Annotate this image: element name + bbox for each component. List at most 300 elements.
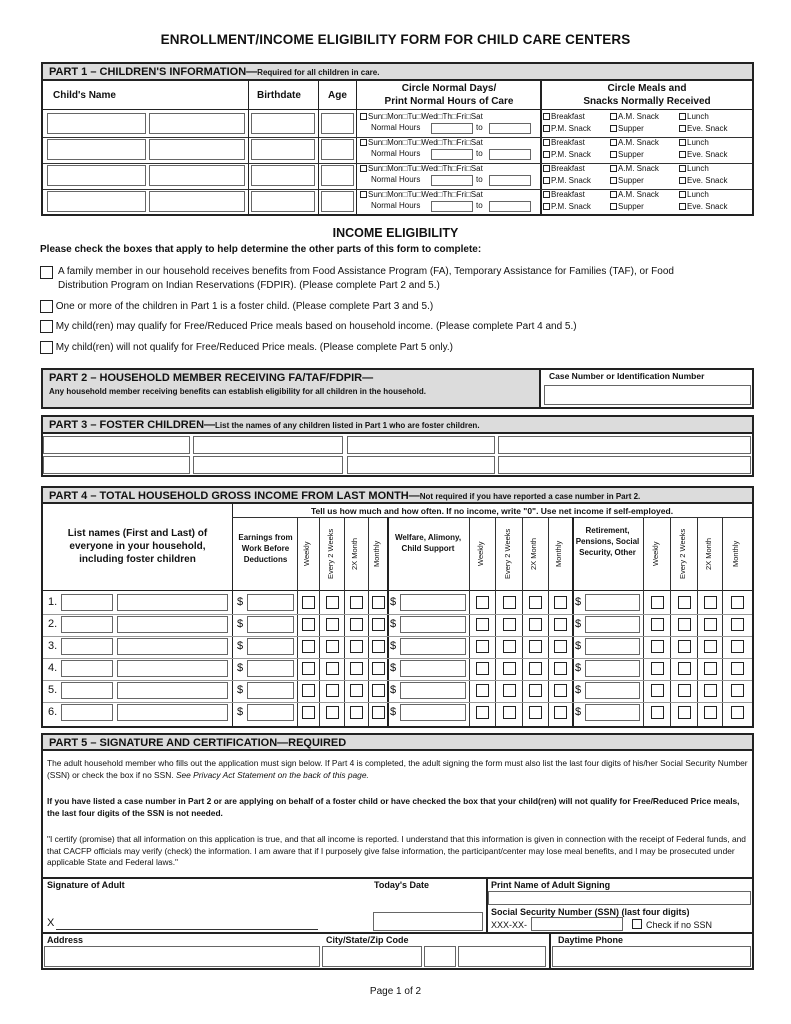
foster-child-name-input[interactable]	[347, 436, 495, 454]
frequency-checkbox[interactable]	[503, 640, 516, 653]
frequency-checkbox[interactable]	[554, 640, 567, 653]
frequency-checkbox[interactable]	[476, 684, 489, 697]
frequency-checkbox[interactable]	[326, 618, 339, 631]
row-number: 2.	[48, 618, 58, 630]
col-meals-2: Snacks Normally Received	[583, 96, 711, 107]
frequency-label: Weekly	[302, 541, 311, 567]
frequency-label: 2X Month	[529, 537, 538, 571]
frequency-label: Every 2 Weeks	[677, 528, 687, 580]
frequency-checkbox[interactable]	[704, 596, 717, 609]
foster-child-name-input[interactable]	[498, 436, 751, 454]
date-label: Today's Date	[374, 880, 429, 890]
signature-line[interactable]	[56, 929, 318, 930]
income-amount-input[interactable]	[247, 594, 294, 611]
p4-freq-divider	[722, 517, 723, 726]
print-name-field[interactable]	[488, 891, 751, 905]
frequency-checkbox[interactable]	[372, 640, 385, 653]
ssn-field[interactable]	[531, 917, 623, 931]
meal-checkbox[interactable]: Supper	[610, 176, 644, 185]
part5-paragraph-2: If you have listed a case number in Part 2 or are applying on behalf of a foster child or have checked the box that your child(ren) will not qualify for Free/Reduced Price meals, the last four digits of the SSN is not needed.	[47, 796, 740, 818]
meal-checkbox[interactable]: P.M. Snack	[543, 202, 591, 211]
p4-freq-divider	[368, 517, 369, 726]
income-names-label: List names (First and Last) of everyone in your household, including foster children	[67, 528, 208, 565]
frequency-checkbox[interactable]	[651, 684, 664, 697]
eligibility-checkbox-3[interactable]	[40, 320, 53, 333]
p4-group-divider	[572, 517, 574, 726]
frequency-checkbox[interactable]	[302, 684, 315, 697]
frequency-checkbox[interactable]	[731, 618, 744, 631]
child-last-name-input[interactable]	[149, 113, 245, 134]
frequency-checkbox[interactable]	[476, 662, 489, 675]
meal-checkbox[interactable]: Breakfast	[543, 138, 585, 147]
frequency-label: 2X Month	[350, 537, 359, 571]
no-ssn-checkbox[interactable]	[632, 919, 642, 929]
part5-paragraph-1: The adult household member who fills out the application must sign below. If Part 4 is completed, the adult signing the form must also list the last four digits of his/her Social Security Number (SSN) or check the box if no SSN.	[47, 758, 748, 780]
income-amount-input[interactable]	[585, 682, 640, 699]
household-first-name-input[interactable]	[61, 616, 113, 633]
meal-checkbox[interactable]: A.M. Snack	[610, 190, 659, 199]
signature-label: Signature of Adult	[47, 880, 125, 890]
eligibility-option-1-line-2: Distribution Program on Indian Reservations (FDPIR). (Please complete Part 2 and 5.)	[58, 280, 440, 291]
frequency-checkbox[interactable]	[350, 618, 363, 631]
income-type-label: Earnings from Work Before Deductions	[238, 533, 293, 564]
case-number-label: Case Number or Identification Number	[549, 371, 705, 381]
row-number: 1.	[48, 596, 58, 608]
eligibility-checkbox-2[interactable]	[40, 300, 53, 313]
dollar-sign: $	[575, 640, 582, 652]
normal-hours-label: Normal Hours	[371, 123, 421, 132]
dollar-sign: $	[237, 618, 244, 630]
household-last-name-input[interactable]	[117, 660, 228, 677]
meal-checkbox[interactable]: Breakfast	[543, 190, 585, 199]
birthdate-input[interactable]	[251, 191, 315, 212]
part4-header-title: PART 4 – TOTAL HOUSEHOLD GROSS INCOME FROM LAST MONTH—	[49, 490, 420, 502]
income-amount-input[interactable]	[400, 616, 466, 633]
part4-header	[41, 486, 754, 504]
frequency-checkbox[interactable]	[678, 662, 691, 675]
foster-child-name-input[interactable]	[43, 456, 190, 474]
foster-child-name-input[interactable]	[498, 456, 751, 474]
income-amount-input[interactable]	[247, 704, 294, 721]
child-last-name-input[interactable]	[149, 191, 245, 212]
frequency-checkbox[interactable]	[302, 706, 315, 719]
frequency-label: Every 2 Weeks	[325, 528, 335, 580]
eligibility-checkbox-1[interactable]	[40, 266, 53, 279]
part5-header-title: PART 5 – SIGNATURE AND CERTIFICATION—REQUIRED	[49, 737, 347, 749]
meal-checkbox[interactable]: Breakfast	[543, 164, 585, 173]
p4-freq-divider	[495, 517, 496, 726]
col-birthdate: Birthdate	[257, 90, 301, 101]
city-field[interactable]	[322, 946, 422, 967]
frequency-checkbox[interactable]	[704, 662, 717, 675]
frequency-checkbox[interactable]	[476, 618, 489, 631]
no-ssn-label: Check if no SSN	[646, 920, 713, 930]
income-amount-input[interactable]	[400, 638, 466, 655]
income-amount-input[interactable]	[247, 616, 294, 633]
dollar-sign: $	[575, 662, 582, 674]
frequency-checkbox[interactable]	[503, 596, 516, 609]
frequency-checkbox[interactable]	[678, 684, 691, 697]
frequency-checkbox[interactable]	[476, 640, 489, 653]
frequency-checkbox[interactable]	[326, 662, 339, 675]
meal-checkbox[interactable]: A.M. Snack	[610, 138, 659, 147]
meal-checkbox[interactable]: Lunch	[679, 112, 709, 121]
income-amount-input[interactable]	[247, 682, 294, 699]
print-name-label: Print Name of Adult Signing	[491, 880, 611, 890]
address-label: Address	[47, 935, 84, 945]
frequency-checkbox[interactable]	[704, 684, 717, 697]
p4-freq-divider	[670, 517, 671, 726]
eligibility-checkbox-4[interactable]	[40, 341, 53, 354]
hours-end-input[interactable]	[489, 175, 531, 186]
case-number-field[interactable]	[544, 385, 751, 405]
page-number: Page 1 of 2	[369, 986, 422, 997]
meal-checkbox[interactable]: A.M. Snack	[610, 112, 659, 121]
dollar-sign: $	[237, 640, 244, 652]
income-amount-input[interactable]	[400, 704, 466, 721]
frequency-checkbox[interactable]	[529, 684, 542, 697]
child-first-name-input[interactable]	[47, 165, 146, 186]
days-selector[interactable]: Sun□Mon□Tu□Wed□Th□Fri□Sat	[360, 190, 483, 199]
frequency-checkbox[interactable]	[302, 596, 315, 609]
zip-field[interactable]	[458, 946, 546, 967]
to-label: to	[476, 149, 483, 158]
phone-field[interactable]	[552, 946, 751, 967]
p4-header-rule	[43, 590, 752, 591]
part1-header-title: PART 1 – CHILDREN'S INFORMATION—	[49, 66, 258, 78]
meal-checkbox[interactable]: Lunch	[679, 138, 709, 147]
foster-child-name-input[interactable]	[347, 456, 495, 474]
phone-divider	[549, 932, 551, 970]
part4-header-note: Not required if you have reported a case number in Part 2.	[419, 492, 641, 501]
household-last-name-input[interactable]	[117, 704, 228, 721]
frequency-checkbox[interactable]	[651, 618, 664, 631]
frequency-checkbox[interactable]	[704, 706, 717, 719]
days-selector[interactable]: Sun□Mon□Tu□Wed□Th□Fri□Sat	[360, 138, 483, 147]
meal-checkbox[interactable]: P.M. Snack	[543, 124, 591, 133]
hours-start-input[interactable]	[431, 201, 473, 212]
frequency-checkbox[interactable]	[731, 596, 744, 609]
meal-checkbox[interactable]: Supper	[610, 202, 644, 211]
eligibility-option-1	[40, 265, 760, 293]
phone-label: Daytime Phone	[558, 935, 624, 945]
income-amount-input[interactable]	[585, 704, 640, 721]
frequency-checkbox[interactable]	[350, 706, 363, 719]
frequency-label: Monthly	[731, 540, 740, 568]
birthdate-input[interactable]	[251, 113, 315, 134]
child-first-name-input[interactable]	[47, 191, 146, 212]
frequency-checkbox[interactable]	[372, 618, 385, 631]
dollar-sign: $	[237, 684, 244, 696]
part3-header-note: List the names of any children listed in Part 1 who are foster children.	[215, 421, 480, 430]
p4-freq-divider	[548, 517, 549, 726]
meal-checkbox[interactable]: P.M. Snack	[543, 150, 591, 159]
frequency-checkbox[interactable]	[372, 706, 385, 719]
household-last-name-input[interactable]	[117, 616, 228, 633]
income-amount-input[interactable]	[585, 594, 640, 611]
foster-child-name-input[interactable]	[193, 436, 343, 454]
frequency-checkbox[interactable]	[302, 640, 315, 653]
frequency-checkbox[interactable]	[554, 618, 567, 631]
dollar-sign: $	[390, 684, 397, 696]
frequency-checkbox[interactable]	[529, 706, 542, 719]
signature-top-rule	[41, 877, 754, 879]
frequency-label: Every 2 Weeks	[502, 528, 512, 580]
frequency-checkbox[interactable]	[651, 640, 664, 653]
frequency-checkbox[interactable]	[503, 618, 516, 631]
frequency-checkbox[interactable]	[503, 684, 516, 697]
todays-date-field[interactable]	[373, 912, 483, 931]
col-age: Age	[328, 90, 347, 101]
p4-freq-divider	[522, 517, 523, 726]
frequency-checkbox[interactable]	[678, 596, 691, 609]
household-last-name-input[interactable]	[117, 682, 228, 699]
address-field[interactable]	[44, 946, 320, 967]
ssn-prefix: XXX-XX-	[491, 920, 528, 930]
income-type-label: Retirement, Pensions, Social Security, Other	[575, 526, 640, 557]
income-amount-input[interactable]	[400, 594, 466, 611]
frequency-checkbox[interactable]	[302, 662, 315, 675]
frequency-checkbox[interactable]	[350, 684, 363, 697]
part5-certification: "I certify (promise) that all information on this application is true, and that all income is reported. I understand that this information is given in connection with the receipt of Federal funds, and that CACFP officials may verify (check) the information. I am aware that if I purposely give false information, the participant/center may lose meal benefits, and I may be prosecuted under applicable State and Federal laws."	[47, 834, 746, 867]
meal-checkbox[interactable]: A.M. Snack	[610, 164, 659, 173]
dollar-sign: $	[575, 706, 582, 718]
part5-header	[41, 733, 754, 751]
frequency-checkbox[interactable]	[554, 596, 567, 609]
frequency-checkbox[interactable]	[651, 662, 664, 675]
row-number: 6.	[48, 706, 58, 718]
foster-child-name-input[interactable]	[193, 456, 343, 474]
part1-header-note: Required for all children in care.	[257, 68, 380, 77]
part3-header-title: PART 3 – FOSTER CHILDREN—	[49, 419, 216, 431]
age-input[interactable]	[321, 191, 354, 212]
foster-child-name-input[interactable]	[43, 436, 190, 454]
part2-header	[41, 368, 541, 409]
part2-header-title: PART 2 – HOUSEHOLD MEMBER RECEIVING FA/TAF/FDPIR—	[49, 372, 374, 384]
income-amount-input[interactable]	[247, 660, 294, 677]
frequency-checkbox[interactable]	[678, 640, 691, 653]
p4-freq-divider	[643, 517, 644, 726]
frequency-checkbox[interactable]	[350, 596, 363, 609]
row-number: 3.	[48, 640, 58, 652]
frequency-checkbox[interactable]	[503, 662, 516, 675]
eligibility-option-1-line-1: A family member in our household receives benefits from Food Assistance Program (FA), Temporary Assistance for Families (TAF), or Food	[58, 266, 674, 277]
frequency-checkbox[interactable]	[372, 596, 385, 609]
frequency-label: Monthly	[371, 540, 381, 568]
eligibility-option-2-label: One or more of the children in Part 1 is a foster child. (Please complete Part 3 and 5.)	[55, 301, 434, 313]
row-number: 5.	[48, 684, 58, 696]
state-field[interactable]	[424, 946, 456, 967]
household-first-name-input[interactable]	[61, 660, 113, 677]
dollar-sign: $	[390, 618, 397, 630]
frequency-checkbox[interactable]	[554, 684, 567, 697]
frequency-checkbox[interactable]	[302, 618, 315, 631]
dollar-sign: $	[237, 662, 244, 674]
col-childs-name: Child's Name	[53, 90, 116, 101]
dollar-sign: $	[575, 618, 582, 630]
child-first-name-input[interactable]	[47, 139, 146, 160]
col-days-2: Print Normal Hours of Care	[384, 96, 514, 107]
col-days-1: Circle Normal Days/	[401, 83, 497, 94]
part4-instruction: Tell us how much and how often. If no income, write "0". Use net income if self-employed.	[310, 506, 674, 516]
dollar-sign: $	[237, 596, 244, 608]
frequency-checkbox[interactable]	[326, 706, 339, 719]
p4-freq-divider	[344, 517, 345, 726]
frequency-label: Weekly	[650, 541, 660, 567]
frequency-checkbox[interactable]	[326, 640, 339, 653]
frequency-checkbox[interactable]	[704, 640, 717, 653]
hours-end-input[interactable]	[489, 149, 531, 160]
income-amount-input[interactable]	[247, 638, 294, 655]
row-number: 4.	[48, 662, 58, 674]
frequency-checkbox[interactable]	[678, 618, 691, 631]
frequency-checkbox[interactable]	[731, 640, 744, 653]
income-amount-input[interactable]	[585, 616, 640, 633]
frequency-checkbox[interactable]	[529, 662, 542, 675]
meal-checkbox[interactable]: Breakfast	[543, 112, 585, 121]
income-amount-input[interactable]	[400, 660, 466, 677]
eligibility-option-3-label: My child(ren) may qualify for Free/Reduced Price meals based on household income. (Please complete Part 4 and 5.)	[55, 321, 577, 333]
p4-group-divider	[387, 517, 389, 726]
part2-header-note: Any household member receiving benefits can establish eligibility for all children in the household.	[49, 387, 426, 396]
meal-checkbox[interactable]: Eve. Snack	[679, 150, 727, 159]
household-first-name-input[interactable]	[61, 638, 113, 655]
household-first-name-input[interactable]	[61, 682, 113, 699]
frequency-checkbox[interactable]	[529, 640, 542, 653]
frequency-checkbox[interactable]	[554, 706, 567, 719]
p4-freq-divider	[469, 517, 470, 726]
eligibility-option-4	[40, 341, 453, 354]
normal-hours-label: Normal Hours	[371, 149, 421, 158]
p1-header-rule	[43, 109, 752, 110]
frequency-checkbox[interactable]	[476, 706, 489, 719]
frequency-checkbox[interactable]	[372, 684, 385, 697]
p4-names-divider	[232, 504, 233, 726]
meal-checkbox[interactable]: Lunch	[679, 164, 709, 173]
frequency-checkbox[interactable]	[731, 684, 744, 697]
hours-end-input[interactable]	[489, 201, 531, 212]
col-meals-1: Circle Meals and	[607, 83, 687, 94]
frequency-label: Monthly	[554, 540, 563, 568]
income-amount-input[interactable]	[400, 682, 466, 699]
p4-freq-divider	[319, 517, 320, 726]
p4-row-rule	[43, 680, 752, 681]
frequency-label: Weekly	[476, 541, 485, 567]
part5-instructions	[47, 758, 749, 781]
frequency-checkbox[interactable]	[678, 706, 691, 719]
household-first-name-input[interactable]	[61, 704, 113, 721]
normal-hours-label: Normal Hours	[371, 175, 421, 184]
frequency-checkbox[interactable]	[326, 596, 339, 609]
dollar-sign: $	[237, 706, 244, 718]
hours-start-input[interactable]	[431, 123, 473, 134]
meal-checkbox[interactable]: Supper	[610, 150, 644, 159]
p4-instruction-rule	[232, 517, 752, 518]
frequency-checkbox[interactable]	[731, 706, 744, 719]
frequency-checkbox[interactable]	[350, 662, 363, 675]
dollar-sign: $	[390, 640, 397, 652]
frequency-checkbox[interactable]	[704, 618, 717, 631]
meal-checkbox[interactable]: Eve. Snack	[679, 176, 727, 185]
p4-row-rule	[43, 614, 752, 615]
dollar-sign: $	[390, 596, 397, 608]
days-selector[interactable]: Sun□Mon□Tu□Wed□Th□Fri□Sat	[360, 164, 483, 173]
income-amount-input[interactable]	[585, 660, 640, 677]
frequency-checkbox[interactable]	[529, 596, 542, 609]
meal-checkbox[interactable]: Supper	[610, 124, 644, 133]
signature-x: X	[47, 917, 55, 929]
age-input[interactable]	[321, 139, 354, 160]
income-eligibility-title: INCOME ELIGIBILITY	[332, 226, 459, 240]
hours-start-input[interactable]	[431, 175, 473, 186]
dollar-sign: $	[390, 662, 397, 674]
household-first-name-input[interactable]	[61, 594, 113, 611]
meal-checkbox[interactable]: P.M. Snack	[543, 176, 591, 185]
hours-start-input[interactable]	[431, 149, 473, 160]
dollar-sign: $	[390, 706, 397, 718]
frequency-checkbox[interactable]	[503, 706, 516, 719]
eligibility-option-4-label: My child(ren) will not qualify for Free/Reduced Price meals. (Please complete Part 5 only.)	[55, 342, 453, 354]
meal-checkbox[interactable]: Eve. Snack	[679, 124, 727, 133]
frequency-checkbox[interactable]	[529, 618, 542, 631]
income-amount-input[interactable]	[585, 638, 640, 655]
ssn-label: Social Security Number (SSN) (last four digits)	[491, 907, 690, 917]
to-label: to	[476, 175, 483, 184]
to-label: to	[476, 123, 483, 132]
p1-col-divider	[248, 81, 249, 214]
part1-header	[41, 62, 754, 81]
hours-end-input[interactable]	[489, 123, 531, 134]
frequency-checkbox[interactable]	[651, 596, 664, 609]
days-selector[interactable]: Sun□Mon□Tu□Wed□Th□Fri□Sat	[360, 112, 483, 121]
birthdate-input[interactable]	[251, 139, 315, 160]
frequency-checkbox[interactable]	[731, 662, 744, 675]
p4-freq-divider	[297, 517, 298, 726]
income-type-label: Welfare, Alimony, Child Support	[394, 533, 462, 553]
eligibility-option-2	[40, 300, 433, 313]
age-input[interactable]	[321, 113, 354, 134]
age-input[interactable]	[321, 165, 354, 186]
child-first-name-input[interactable]	[47, 113, 146, 134]
meal-checkbox[interactable]: Eve. Snack	[679, 202, 727, 211]
p4-row-rule	[43, 702, 752, 703]
city-label: City/State/Zip Code	[326, 935, 409, 945]
meal-checkbox[interactable]: Lunch	[679, 190, 709, 199]
form-title: ENROLLMENT/INCOME ELIGIBILITY FORM FOR CHILD CARE CENTERS	[160, 32, 631, 47]
normal-hours-label: Normal Hours	[371, 201, 421, 210]
p1-col-divider	[356, 81, 357, 214]
eligibility-option-3	[40, 320, 577, 333]
frequency-checkbox[interactable]	[350, 640, 363, 653]
dollar-sign: $	[575, 684, 582, 696]
frequency-checkbox[interactable]	[554, 662, 567, 675]
p4-row-rule	[43, 636, 752, 637]
birthdate-input[interactable]	[251, 165, 315, 186]
child-last-name-input[interactable]	[149, 139, 245, 160]
p4-row-rule	[43, 658, 752, 659]
frequency-checkbox[interactable]	[651, 706, 664, 719]
frequency-checkbox[interactable]	[372, 662, 385, 675]
frequency-checkbox[interactable]	[326, 684, 339, 697]
household-last-name-input[interactable]	[117, 594, 228, 611]
address-top-rule	[41, 932, 754, 934]
privacy-act-note: See Privacy Act Statement on the back of this page.	[175, 769, 369, 780]
child-last-name-input[interactable]	[149, 165, 245, 186]
to-label: to	[476, 201, 483, 210]
household-last-name-input[interactable]	[117, 638, 228, 655]
frequency-checkbox[interactable]	[476, 596, 489, 609]
income-eligibility-instruction: Please check the boxes that apply to help determine the other parts of this form to complete:	[40, 244, 482, 255]
